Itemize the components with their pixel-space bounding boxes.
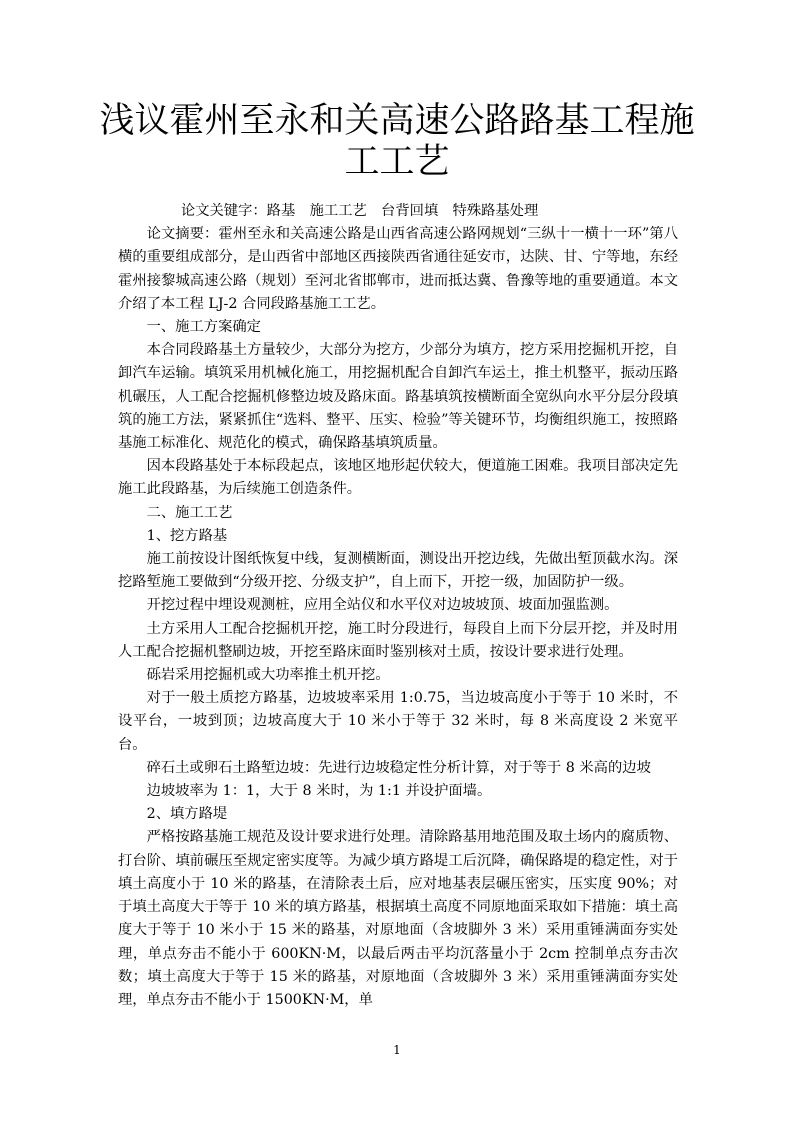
subsection-heading: 2、填方路堤 bbox=[146, 806, 228, 823]
body-paragraph: 因本段路基处于本标段起点，该地区地形起伏较大，便道施工困难。我项目部决定先施工此段路基，为后续施工创造条件。 bbox=[118, 458, 678, 498]
body-paragraph: 砾岩采用挖掘机或大功率推土机开挖。 bbox=[146, 667, 390, 684]
body-paragraph: 开挖过程中埋设观测桩，应用全站仪和水平仪对边坡坡顶、坡面加强监测。 bbox=[146, 597, 619, 614]
page-number: 1 bbox=[393, 1043, 401, 1057]
body-text bbox=[118, 200, 678, 1012]
keywords-paragraph: 论文关键字：路基 施工工艺 台背回填 特殊路基处理 bbox=[180, 203, 539, 219]
body-paragraph: 严格按路基施工规范及设计要求进行处理。清除路基用地范围及取土场内的腐质物、打台阶、填前碾压至规定密实度等。为减少填方路堤工后沉降，确保路堤的稳定性，对于填土高度小于 10 米的路基，在清除表土后，应对地基表层碾压密实，压实度 90%；对于填土高度大于等于 10 米的填方路基，根据填土高度不同原地面采取如下措施：填土高度大于等于 10 米小于 15 米的路基，对原地面（含坡脚外 3 米）采用重锤满面夯实处理，单点夯击不能小于 600KN·M，以最后两击平均沉落量小于 2cm 控制单点夯击次数；填土高度大于等于 15 米的路基，对原地面（含坡脚外 3 米）采用重锤满面夯实处理，单点夯击不能小于 1500KN·M，单 bbox=[118, 829, 678, 1008]
body-paragraph: 碎石土或卵石土路堑边坡：先进行边坡稳定性分析计算，对于等于 8 米高的边坡 bbox=[146, 759, 651, 776]
body-paragraph: 本合同段路基土方量较少，大部分为挖方，少部分为填方，挖方采用挖掘机开挖，自卸汽车运输。填筑采用机械化施工，用挖掘机配合自卸汽车运土，推土机整平，振动压路机碾压，人工配合挖掘机修整边坡及路床面。路基填筑按横断面全宽纵向水平分层分段填筑的施工方法，紧紧抓住“选料、整平、压实、检验”等关键环节，均衡组织施工，按照路基施工标准化、规范化的模式，确保路基填筑质量。 bbox=[118, 342, 678, 452]
subsection-heading: 1、挖方路基 bbox=[146, 527, 228, 544]
title-line-1: 浅议霍州至永和关高速公路路基工程施 bbox=[99, 101, 695, 141]
body-paragraph: 施工前按设计图纸恢复中线，复测横断面，测设出开挖边线，先做出堑顶截水沟。深挖路堑施工要做到“分级开挖、分级支护”，自上而下，开挖一级，加固防护一级。 bbox=[118, 551, 678, 591]
abstract-paragraph: 论文摘要：霍州至永和关高速公路是山西省高速公路网规划“三纵十一横十一环”第八横的重要组成部分，是山西省中部地区西接陕西省通往延安市，达陕、甘、宁等地，东经霍州接黎城高速公路（规划）至河北省邯郸市，进而抵达冀、鲁豫等地的重要通道。本文介绍了本工程 LJ-2 合同段路基施工工艺。 bbox=[118, 226, 678, 312]
section-heading: 一、施工方案确定 bbox=[146, 319, 261, 336]
body-paragraph: 边坡坡率为 1：1，大于 8 米时，为 1:1 并设护面墙。 bbox=[146, 783, 492, 800]
title-line-2: 工工艺 bbox=[344, 142, 450, 182]
body-paragraph: 对于一般土质挖方路基，边坡坡率采用 1:0.75，当边坡高度小于等于 10 米时，不设平台，一坡到顶；边坡高度大于 10 米小于等于 32 米时，每 8 米高度设 2 米宽平台。 bbox=[118, 690, 678, 753]
body-paragraph: 土方采用人工配合挖掘机开挖，施工时分段进行，每段自上而下分层开挖，并及时用人工配合挖掘机整刷边坡，开挖至路床面时鉴别核对土质，按设计要求进行处理。 bbox=[118, 620, 678, 660]
section-heading: 二、施工工艺 bbox=[146, 504, 233, 521]
